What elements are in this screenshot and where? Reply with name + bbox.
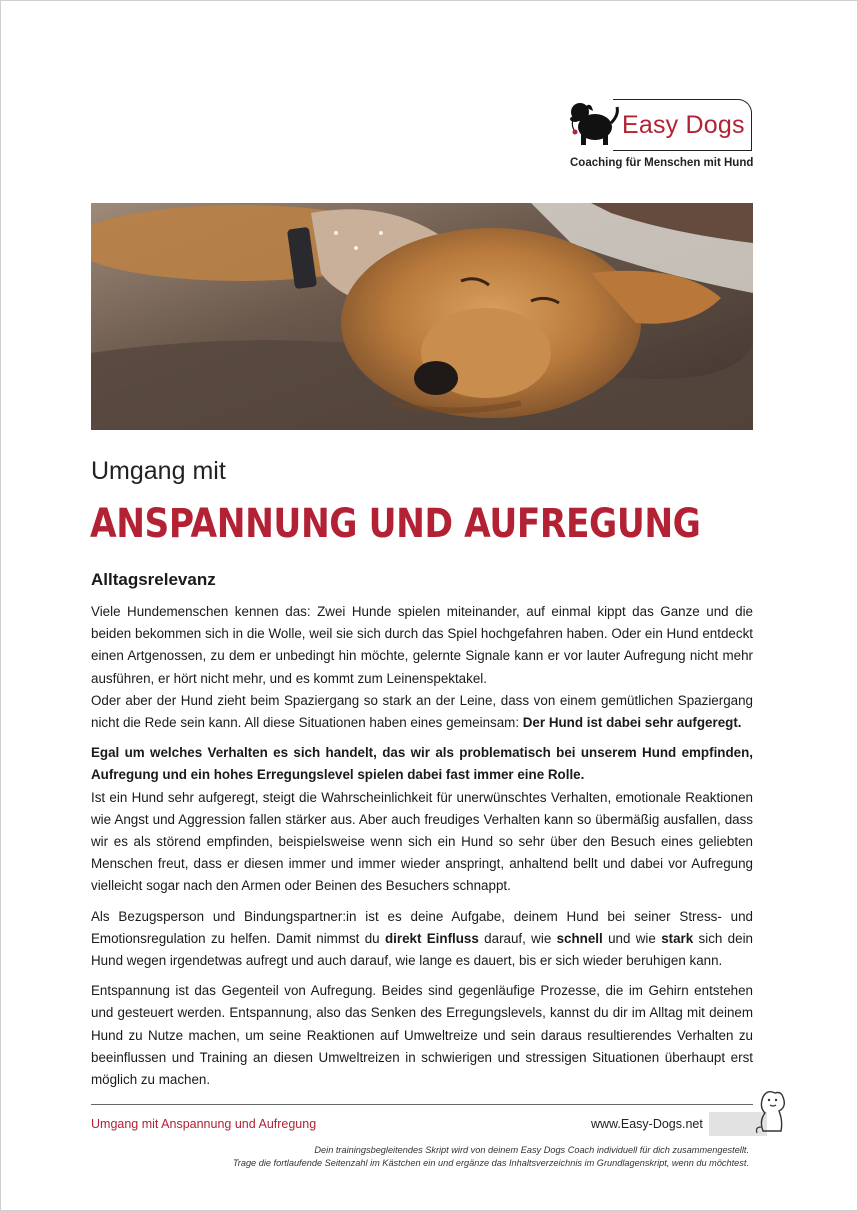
document-title: ANSPANNUNG UND AUFREGUNG xyxy=(90,501,701,547)
paragraph-6: Entspannung ist das Gegenteil von Aufregung. Beides sind gegenläufige Prozesse, die im Gehirn entstehen und gesteuert werden. Entspannung, also das Senken des Erregungslevels, kannst du dir im Alltag mit deinem Hund zu Nutze machen, um seine Reaktionen auf Umweltreize und sein daraus resultierendes Verhalten zu beeinflussen und Training an diesen Umweltreizen in schwierigen und stressigen Situationen überhaupt erst möglich zu machen. xyxy=(91,983,753,1088)
paragraph-1: Viele Hundemenschen kennen das: Zwei Hunde spielen miteinander, auf einmal kippt das Ganze und die beiden bekommen sich in die Wolle, weil sie sich durch das Spiel hochgefahren haben. Oder ein Hund entdeckt einen Artgenossen, zu dem er unbedingt hin möchte, gelernte Signale kann er vor lauter Aufregung nicht mehr ausführen, er hört nicht mehr, und es kommt zum Leinenspektakel. xyxy=(91,604,753,686)
paragraph-5-d: schnell xyxy=(556,930,603,946)
footer-divider xyxy=(91,1104,753,1105)
section-heading: Alltagsrelevanz xyxy=(91,570,216,589)
footer-note-line-1: Dein trainingsbegleitendes Skript wird von deinem Easy Dogs Coach individuell für dich zusammengestellt. xyxy=(314,1145,749,1155)
hero-image xyxy=(91,203,753,430)
paragraph-4: Ist ein Hund sehr aufgeregt, steigt die Wahrscheinlichkeit für unerwünschtes Verhalten, emotionale Reaktionen wie Angst und Aggression fallen stärker aus. Aber auch freudiges Verhalten kann so übermäßig ausfallen, dass wir es als störend empfinden, beispielsweise wenn sich ein Hund so sehr über den Besuch eines geliebten Menschen freut, dass er diesen immer und immer wieder anspringt, anhaltend bellt und dabei vor Aufregung vielleicht sogar nach den Armen oder Beinen des Besuchers schnappt. xyxy=(91,789,753,894)
footer-document-title: Umgang mit Anspannung und Aufregung xyxy=(91,1117,317,1131)
footer-website-link[interactable]: www.Easy-Dogs.net xyxy=(591,1117,703,1131)
paragraph-5-b: direkt Einfluss xyxy=(384,930,479,946)
paragraph-2-text: Oder aber der Hund zieht beim Spaziergang so stark an der Leine, dass von einem gemütlichen Spaziergang nicht die Rede sein kann. All diese Situationen haben eines gemeinsam: xyxy=(91,692,753,731)
footer-note xyxy=(233,1144,749,1169)
sleeping-dog-photo-icon xyxy=(91,203,753,430)
paragraph-2-bold: Der Hund ist dabei sehr aufgeregt. xyxy=(522,715,742,731)
paragraph-5 xyxy=(91,906,753,973)
logo-tagline: Coaching für Menschen mit Hund xyxy=(570,157,754,169)
footer-note-line-2: Trage die fortlaufende Seitenzahl im Kästchen ein und ergänze das Inhaltsverzeichnis im Grundlagenskript, wenn du möchtest. xyxy=(232,1157,749,1168)
paragraph-3-bold: Egal um welches Verhalten es sich handelt, das wir als problematisch bei unserem Hund empfinden, Aufregung und ein hohes Erregungslevel spielen dabei fast immer eine Rolle. xyxy=(91,745,753,783)
easy-dogs-logo xyxy=(567,97,757,175)
paragraph-5-c: darauf, wie xyxy=(478,930,557,946)
logo-brand-name: Easy Dogs xyxy=(622,111,745,139)
paragraph-3 xyxy=(91,742,753,786)
paragraph-5-e: und wie xyxy=(602,930,662,946)
paragraph-2 xyxy=(91,690,753,734)
dog-logo-icon xyxy=(567,97,623,147)
sitting-dog-icon xyxy=(753,1087,789,1135)
paragraph-5-a: Als Bezugsperson und Bindungspartner:in ist es deine Aufgabe, deinem Hund bei seiner Stress- und Emotionsregulation zu helfen. Damit nimmst du xyxy=(91,908,753,946)
document-subtitle: Umgang mit xyxy=(91,457,226,485)
body-text xyxy=(91,601,753,1099)
paragraph-5-f: stark xyxy=(661,930,694,946)
paragraph-5-g: sich dein Hund wegen irgendetwas aufregt und auch darauf, wie lange es dauert, bis er sich wieder beruhigen kann. xyxy=(91,930,753,969)
